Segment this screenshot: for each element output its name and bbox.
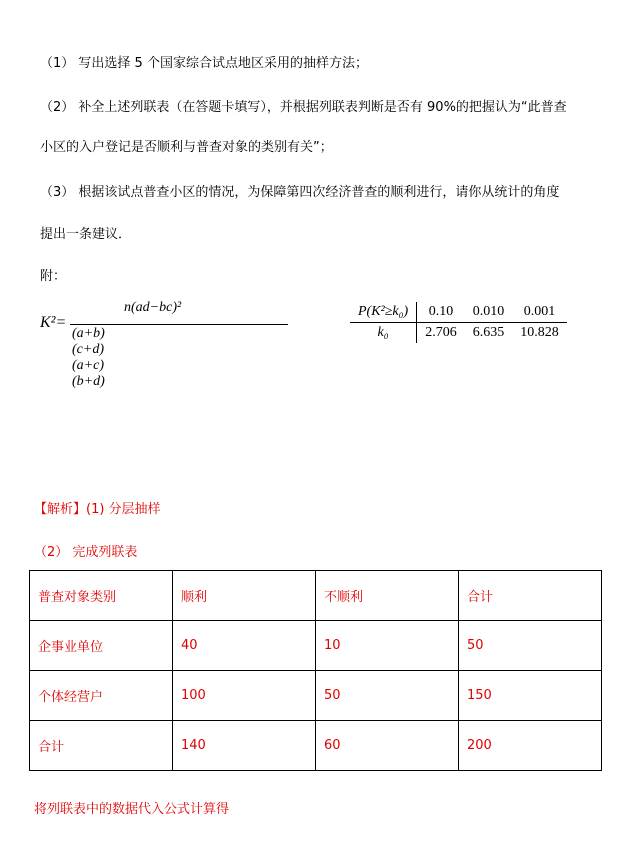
table-cell: 200 xyxy=(459,721,602,771)
solution-part-2: （2） 完成列联表 xyxy=(34,545,138,560)
k-row-label: k₀ xyxy=(350,323,417,344)
formula-denominator: (a+b)(c+d)(a+c)(b+d) xyxy=(72,326,105,389)
question-3-line-1: （3） 根据该试点普查小区的情况，为保障第四次经济普查的顺利进行，请你从统计的角度 xyxy=(40,185,560,200)
prob-row xyxy=(350,302,567,323)
prob-row-label: P(K²≥k₀) xyxy=(350,302,417,323)
table-header-row xyxy=(30,571,602,621)
formula-numerator: n(ad−bc)² xyxy=(124,300,182,315)
table-header-cell: 普查对象类别 xyxy=(30,571,173,621)
table-header-cell: 合计 xyxy=(459,571,602,621)
appendix-label: 附： xyxy=(40,269,67,284)
table-header-cell: 顺利 xyxy=(173,571,316,621)
prob-cell: 0.010 xyxy=(465,302,513,323)
critical-value-table xyxy=(350,302,567,343)
fraction-bar xyxy=(70,324,288,325)
question-1: （1） 写出选择 5 个国家综合试点地区采用的抽样方法； xyxy=(40,56,368,71)
k-cell: 6.635 xyxy=(472,325,505,340)
question-2-line-1: （2） 补全上述列联表（在答题卡填写），并根据列联表判断是否有 90%的把握认为“此普查 xyxy=(40,100,567,115)
table-cell: 10 xyxy=(316,621,459,671)
solution-footer: 将列联表中的数据代入公式计算得 xyxy=(34,802,230,817)
table-cell: 50 xyxy=(459,621,602,671)
table-cell: 合计 xyxy=(30,721,173,771)
k-cell: 10.828 xyxy=(520,325,559,340)
prob-cell: 0.10 xyxy=(417,302,465,323)
table-cell: 140 xyxy=(173,721,316,771)
table-cell: 60 xyxy=(316,721,459,771)
question-2-line-2: 小区的入户登记是否顺利与普查对象的类别有关”； xyxy=(40,140,333,155)
question-3-line-2: 提出一条建议． xyxy=(40,227,132,242)
table-cell: 150 xyxy=(459,671,602,721)
table-cell: 40 xyxy=(173,621,316,671)
formula-lhs: K²= xyxy=(40,314,67,331)
solution-part-1: 【解析】(1) 分层抽样 xyxy=(34,502,161,517)
table-cell: 100 xyxy=(173,671,316,721)
table-cell: 企事业单位 xyxy=(30,621,173,671)
k-cell: 2.706 xyxy=(425,325,457,340)
table-cell: 个体经营户 xyxy=(30,671,173,721)
contingency-table xyxy=(29,570,602,771)
k-row xyxy=(350,323,567,344)
table-row xyxy=(30,671,602,721)
prob-cell: 0.001 xyxy=(512,302,567,323)
table-row xyxy=(30,621,602,671)
table-header-cell: 不顺利 xyxy=(316,571,459,621)
table-cell: 50 xyxy=(316,671,459,721)
table-row xyxy=(30,721,602,771)
